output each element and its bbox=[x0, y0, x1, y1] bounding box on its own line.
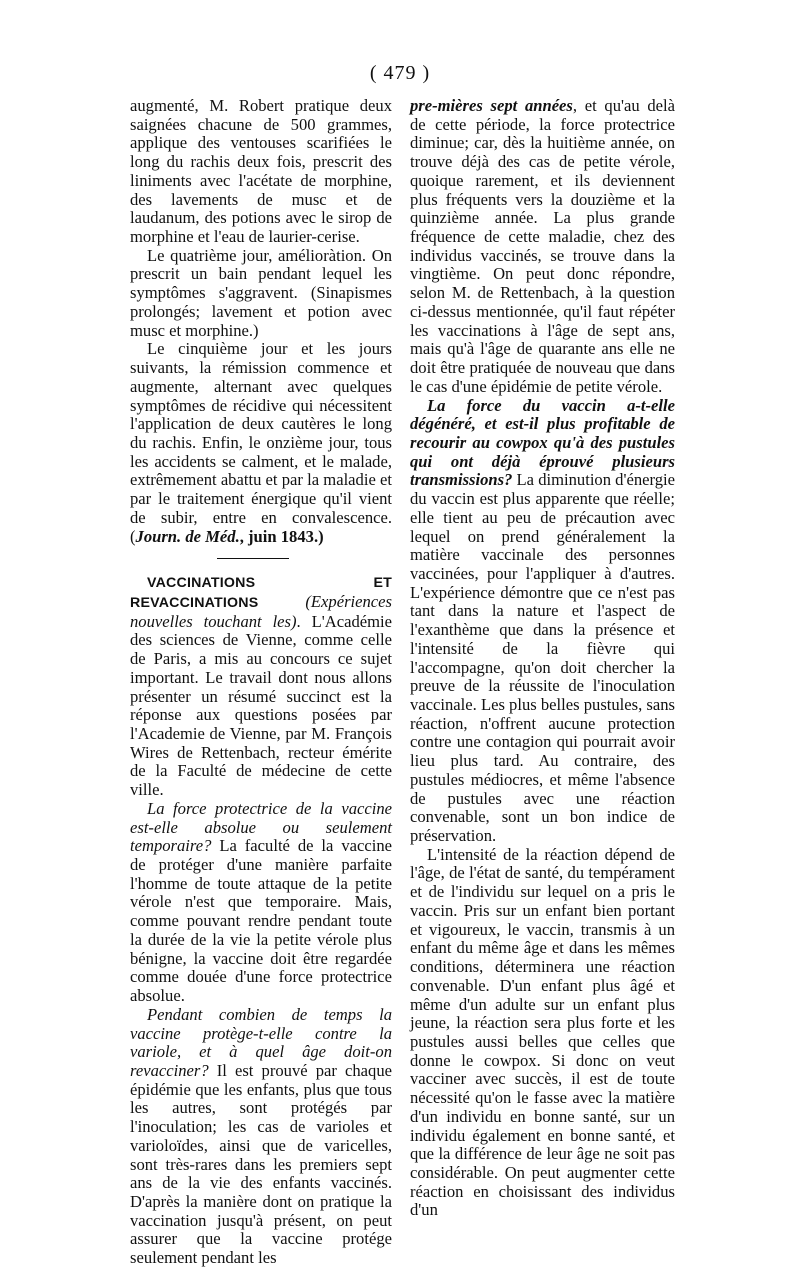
paragraph-vaccinations-intro bbox=[130, 573, 392, 800]
paragraph-seven-years-text: , et qu'au delà de cette période, la force protectrice diminue; car, dès la huitième année, on trouve déjà des cas de petite vérole, quoique rarement, et ils deviennent plus fréquents vers la douzième et la quinzième année. La plus grande fréquence de cette maladie, chez des individus vaccinés, se trouve dans la vingtième. On peut donc répondre, selon M. de Rettenbach, à la question ci-dessus mentionnée, qu'il faut répéter les vaccinations à l'âge de sept ans, mais qu'à l'âge de quarante ans elle ne doit être pratiquée de nouveau que dans le cas d'une épidémie de petite vérole. bbox=[410, 96, 676, 396]
paragraph-fifth-day-text: Le cinquième jour et les jours suivants, la rémission commence et augmente, alternant avec quelques symptômes de récidive qui nécessitent l'application de deux cautères le long du rachis. Enfin, le onzième jour, tous les accidents se calment, et le malade, extrêmement abattu et par la maladie et par le traitement énergique qu'il vient de subir, entre en convalescence. ( bbox=[130, 339, 392, 546]
journal-citation: Journ. de Méd. bbox=[135, 526, 240, 546]
paragraph-fifth-day bbox=[130, 340, 392, 546]
question-protective-force: La force protectrice de la vaccine est-elle absolue ou seulement temporaire? bbox=[130, 798, 392, 856]
question-degeneration: La force du vaccin a-t-elle dégénéré, et est-il plus profitable de recourir au cowpox qu'à des pustules qui ont déjà éprouvé plusieurs transmissions? bbox=[410, 395, 675, 490]
paragraph-degeneration bbox=[410, 397, 675, 846]
left-column bbox=[130, 97, 392, 1268]
answer-protective-force: La faculté de la vaccine de protéger d'une manière parfaite l'homme de toute attaque de la petite vérole n'est que temporaire. Mais, comme pouvant rendre pendant toute la durée de la vie la petite vérole plus bénigne, la vaccine doit être regardée comme douée d'une force protectrice absolue. bbox=[130, 836, 392, 1006]
answer-degeneration: La diminution d'énergie du vaccin est plus apparente que réelle; elle tient au peu de précaution avec lequel on prend généralement la matière vaccinale des personnes vaccinées, pour l'appliquer à d'autres. L'expérience démontre que ce n'est pas tant dans la nature et l'aspect de l'exanthème que dans la présence et l'intensité de la fièvre qui l'accompagne, qu'on doit chercher la preuve de la réussite de l'inoculation vaccinale. Les plus belles pustules, sans réaction, n'offrent aucune protection contre une contagion qui pourrait avoir lieu plus tard. Au contraire, des pustules médiocres, et même l'absence de pustules avec une réaction convenable, sont un bon indice de préservation. bbox=[410, 470, 675, 846]
paragraph-treatment: augmenté, M. Robert pratique deux saignées chacune de 500 grammes, applique des ventouses scarifiées le long du rachis deux fois, prescrit des liniments avec l'acétate de morphine, des lavements de musc et de laudanum, des potions avec le sirop de morphine et l'eau de laurier-cerise. bbox=[130, 96, 392, 247]
paragraph-duration bbox=[130, 1006, 392, 1268]
section-divider bbox=[217, 558, 289, 559]
paragraph-fourth-day: Le quatrième jour, amélioràtion. On prescrit un bain pendant lequel les symptômes s'aggravent. (Sinapismes prolongés; lavement et potion avec musc et morphine.) bbox=[130, 245, 392, 340]
emphasis-seven-years: pre-mières sept années bbox=[410, 96, 573, 115]
paragraph-protective-force bbox=[130, 800, 392, 1006]
right-column bbox=[410, 97, 675, 1220]
journal-date: , juin 1843.) bbox=[239, 526, 324, 546]
paragraph-seven-years bbox=[410, 97, 675, 397]
section-heading: VACCINATIONS ET REVACCINATIONS bbox=[130, 575, 392, 611]
paragraph-vaccinations-text: . L'Académie des sciences de Vienne, comme celle de Paris, a mis au concours ce sujet important. Le travail dont nous allons présenter un résumé succinct est la réponse aux questions posées par l'Academie de Vienne, par M. François Wires de Rettenbach, recteur émérite de la Faculté de médecine de cette ville. bbox=[130, 611, 392, 800]
section-subtitle: (Expériences nouvelles touchant les) bbox=[130, 591, 392, 631]
answer-duration: Il est prouvé par chaque épidémie que les enfants, plus que tous les autres, sont protégés par l'inoculation; les cas de varioles et varioloïdes, ainsi que de varicelles, sont très-rares dans les premiers sept ans de la vie des enfants vaccinés. D'après la manière dont on pratique la vaccination jusqu'à présent, on peut assurer que la vaccine protége seulement pendant les bbox=[130, 1060, 392, 1268]
page-number: ( 479 ) bbox=[369, 62, 431, 84]
paragraph-reaction-intensity: L'intensité de la réaction dépend de l'âge, de l'état de santé, du tempérament et de l'individu sur lequel on a pris le vaccin. Pris sur un enfant bien portant et vigoureux, le vaccin, transmis à un enfant du même âge et dans les mêmes conditions, déterminera une réaction convenable. D'un enfant plus âgé et même d'un adulte sur un enfant plus jeune, la réaction sera plus forte et les pustules aussi belles que celles que donne le cowpox. Si donc on veut vacciner avec succès, il est de toute nécessité qu'on le fasse avec la matière d'un individu en bonne santé, sur un individu également en bonne santé, et que la différence de leur âge ne soit pas considérable. On peut augmenter cette réaction en choisissant des individus d'un bbox=[410, 844, 675, 1220]
question-duration: Pendant combien de temps la vaccine protège-t-elle contre la variole, et à quel âge doit-on revacciner? bbox=[130, 1004, 392, 1080]
